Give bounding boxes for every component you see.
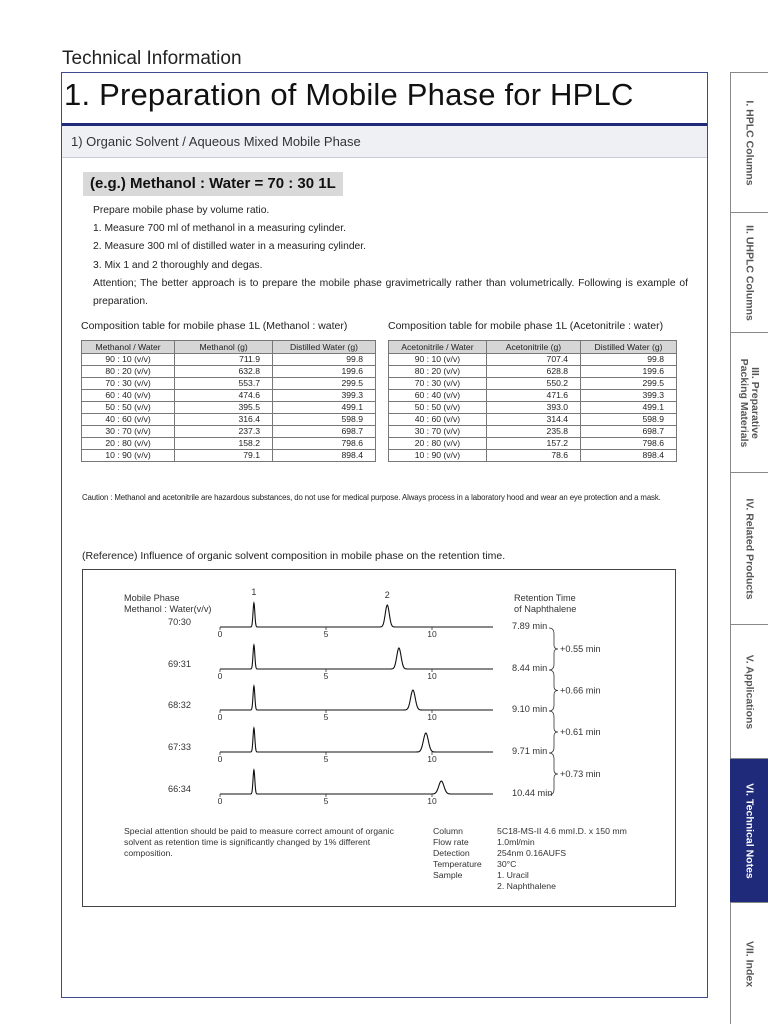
mobile-phase-sublabel: Methanol : Water(v/v) bbox=[124, 604, 212, 614]
column-header: Methanol (g) bbox=[175, 341, 273, 354]
column-header: Distilled Water (g) bbox=[581, 341, 677, 354]
table-cell: 40 : 60 (v/v) bbox=[389, 414, 487, 426]
tab-4[interactable] bbox=[730, 472, 768, 624]
acetonitrile-composition-table bbox=[388, 340, 677, 462]
retention-time-value: 9.10 min bbox=[512, 704, 548, 714]
condition-label: Column bbox=[433, 826, 463, 836]
table-row bbox=[389, 426, 677, 438]
chromatogram-trace bbox=[220, 728, 493, 752]
content-frame bbox=[61, 72, 708, 998]
retention-time-value: 8.44 min bbox=[512, 663, 548, 673]
table-cell: 90 : 10 (v/v) bbox=[389, 354, 487, 366]
table-row bbox=[389, 414, 677, 426]
table-cell: 158.2 bbox=[175, 438, 273, 450]
table-cell: 30 : 70 (v/v) bbox=[82, 426, 175, 438]
section-header: Technical Information bbox=[62, 48, 242, 69]
tab-5[interactable] bbox=[730, 624, 768, 758]
condition-value: 2. Naphthalene bbox=[497, 881, 556, 891]
table-cell: 90 : 10 (v/v) bbox=[82, 354, 175, 366]
table-row bbox=[389, 438, 677, 450]
difference-brace bbox=[549, 711, 558, 753]
difference-brace bbox=[549, 670, 558, 711]
table-cell: 40 : 60 (v/v) bbox=[82, 414, 175, 426]
tick-label: 10 bbox=[427, 629, 437, 639]
table-cell: 80 : 20 (v/v) bbox=[82, 366, 175, 378]
condition-label: Temperature bbox=[433, 859, 482, 869]
tab-label: II. UHPLC Columns bbox=[743, 224, 756, 321]
table-cell: 60 : 40 (v/v) bbox=[389, 390, 487, 402]
subtitle: 1) Organic Solvent / Aqueous Mixed Mobile Phase bbox=[71, 134, 361, 149]
table-cell: 628.8 bbox=[486, 366, 580, 378]
retention-difference: +0.55 min bbox=[560, 644, 601, 654]
table-cell: 898.4 bbox=[273, 450, 376, 462]
mobile-phase-label: Mobile Phase bbox=[124, 593, 180, 603]
peak-label-naphthalene: 2 bbox=[384, 590, 390, 600]
column-header: Distilled Water (g) bbox=[273, 341, 376, 354]
tick-label: 0 bbox=[217, 671, 223, 681]
instruction-line: 3. Mix 1 and 2 thoroughly and degas. bbox=[93, 259, 263, 271]
chromatogram-chart bbox=[82, 569, 676, 907]
tick-label: 5 bbox=[323, 796, 329, 806]
table-cell: 50 : 50 (v/v) bbox=[389, 402, 487, 414]
subtitle-bar bbox=[62, 126, 707, 158]
tick-label: 10 bbox=[427, 796, 437, 806]
column-header: Acetonitrile / Water bbox=[389, 341, 487, 354]
table-row bbox=[82, 426, 376, 438]
chapter-tabs bbox=[730, 72, 768, 1024]
tick-label: 0 bbox=[217, 712, 223, 722]
table-cell: 598.9 bbox=[581, 414, 677, 426]
table-cell: 707.4 bbox=[486, 354, 580, 366]
table-cell: 550.2 bbox=[486, 378, 580, 390]
tick-label: 5 bbox=[323, 754, 329, 764]
table-row bbox=[82, 366, 376, 378]
column-header: Acetonitrile (g) bbox=[486, 341, 580, 354]
tick-label: 0 bbox=[217, 629, 223, 639]
table-cell: 99.8 bbox=[581, 354, 677, 366]
table-cell: 393.0 bbox=[486, 402, 580, 414]
mobile-phase-ratio: 67:33 bbox=[168, 742, 191, 752]
table-cell: 399.3 bbox=[273, 390, 376, 402]
table-row bbox=[82, 414, 376, 426]
page-title: 1. Preparation of Mobile Phase for HPLC bbox=[64, 77, 634, 112]
retention-time-label: Retention Time bbox=[514, 593, 576, 603]
tick-label: 0 bbox=[217, 754, 223, 764]
table-row bbox=[389, 402, 677, 414]
tick-label: 10 bbox=[427, 712, 437, 722]
instructions bbox=[93, 202, 688, 311]
table-cell: 499.1 bbox=[581, 402, 677, 414]
table-cell: 499.1 bbox=[273, 402, 376, 414]
table-row bbox=[389, 450, 677, 462]
table-row bbox=[82, 438, 376, 450]
tick-label: 5 bbox=[323, 712, 329, 722]
table-cell: 20 : 80 (v/v) bbox=[82, 438, 175, 450]
table-row bbox=[389, 366, 677, 378]
table-row bbox=[82, 354, 376, 366]
difference-brace bbox=[549, 628, 558, 670]
table-row bbox=[389, 390, 677, 402]
table-cell: 157.2 bbox=[486, 438, 580, 450]
attention-text: Attention; The better approach is to prepare the mobile phase gravimetrically rather than volumetrically. Following is example of preparation. bbox=[93, 277, 688, 308]
table-cell: 798.6 bbox=[581, 438, 677, 450]
tick-label: 5 bbox=[323, 629, 329, 639]
instruction-line: Prepare mobile phase by volume ratio. bbox=[93, 205, 270, 216]
chromatogram-trace bbox=[220, 686, 493, 710]
table-cell: 598.9 bbox=[273, 414, 376, 426]
table-cell: 30 : 70 (v/v) bbox=[389, 426, 487, 438]
tick-label: 10 bbox=[427, 754, 437, 764]
table-cell: 299.5 bbox=[581, 378, 677, 390]
table-cell: 78.6 bbox=[486, 450, 580, 462]
table-cell: 199.6 bbox=[273, 366, 376, 378]
tab-3[interactable] bbox=[730, 332, 768, 472]
mobile-phase-ratio: 68:32 bbox=[168, 700, 191, 710]
table-cell: 237.3 bbox=[175, 426, 273, 438]
table-cell: 70 : 30 (v/v) bbox=[389, 378, 487, 390]
table-cell: 10 : 90 (v/v) bbox=[82, 450, 175, 462]
table-cell: 50 : 50 (v/v) bbox=[82, 402, 175, 414]
table-cell: 898.4 bbox=[581, 450, 677, 462]
tab-6[interactable] bbox=[730, 758, 768, 902]
retention-difference: +0.73 min bbox=[560, 769, 601, 779]
table-cell: 10 : 90 (v/v) bbox=[389, 450, 487, 462]
table-cell: 474.6 bbox=[175, 390, 273, 402]
example-heading: (e.g.) Methanol : Water = 70 : 30 1L bbox=[83, 172, 343, 196]
table-cell: 235.8 bbox=[486, 426, 580, 438]
table-cell: 632.8 bbox=[175, 366, 273, 378]
table-cell: 395.5 bbox=[175, 402, 273, 414]
condition-value: 254nm 0.16AUFS bbox=[497, 848, 567, 858]
condition-labels bbox=[433, 826, 482, 881]
condition-value: 1.0ml/min bbox=[497, 837, 535, 847]
table-row bbox=[389, 354, 677, 366]
condition-label: Sample bbox=[433, 870, 463, 880]
table-row bbox=[82, 378, 376, 390]
table-cell: 698.7 bbox=[273, 426, 376, 438]
instruction-line: 2. Measure 300 ml of distilled water in a measuring cylinder. bbox=[93, 241, 366, 253]
instruction-line: 1. Measure 700 ml of methanol in a measuring cylinder. bbox=[93, 223, 346, 235]
retention-time-value: 7.89 min bbox=[512, 621, 548, 631]
condition-value: 30°C bbox=[497, 859, 517, 869]
mobile-phase-ratio: 70:30 bbox=[168, 617, 191, 627]
acetonitrile-table-caption: Composition table for mobile phase 1L (Acetonitrile : water) bbox=[388, 320, 664, 332]
table-cell: 80 : 20 (v/v) bbox=[389, 366, 487, 378]
retention-time-value: 10.44 min bbox=[512, 788, 553, 798]
chromatogram-trace bbox=[220, 645, 493, 669]
table-cell: 20 : 80 (v/v) bbox=[389, 438, 487, 450]
chromatogram-trace bbox=[220, 770, 493, 794]
table-cell: 299.5 bbox=[273, 378, 376, 390]
table-cell: 314.4 bbox=[486, 414, 580, 426]
table-cell: 79.1 bbox=[175, 450, 273, 462]
tab-2[interactable] bbox=[730, 212, 768, 332]
table-row bbox=[82, 402, 376, 414]
table-cell: 70 : 30 (v/v) bbox=[82, 378, 175, 390]
table-cell: 711.9 bbox=[175, 354, 273, 366]
reference-title: (Reference) Influence of organic solvent composition in mobile phase on the retention time. bbox=[82, 550, 506, 562]
tab-label: VII. Index bbox=[743, 940, 756, 987]
table-cell: 471.6 bbox=[486, 390, 580, 402]
tick-label: 10 bbox=[427, 671, 437, 681]
tab-label: V. Applications bbox=[743, 654, 756, 729]
tab-label: I. HPLC Columns bbox=[743, 99, 756, 186]
condition-label: Detection bbox=[433, 848, 470, 858]
retention-difference: +0.61 min bbox=[560, 727, 601, 737]
table-cell: 199.6 bbox=[581, 366, 677, 378]
table-cell: 798.6 bbox=[273, 438, 376, 450]
retention-difference: +0.66 min bbox=[560, 685, 601, 696]
tab-label: IV. Related Products bbox=[743, 497, 756, 600]
column-header: Methanol / Water bbox=[82, 341, 175, 354]
retention-time-sublabel: of Naphthalene bbox=[514, 604, 577, 614]
table-cell: 698.7 bbox=[581, 426, 677, 438]
tab-7[interactable] bbox=[730, 902, 768, 1024]
peak-label-uracil: 1 bbox=[251, 587, 257, 597]
special-attention-note: Special attention should be paid to measure correct amount of organic solvent as retention time is significantly changed by 1% different composition. bbox=[124, 826, 394, 858]
tick-label: 0 bbox=[217, 796, 223, 806]
caution-text: Caution : Methanol and acetonitrile are hazardous substances, do not use for medical purpose. Always process in a laboratory hood and wear an eye protection and a mask. bbox=[82, 493, 661, 502]
methanol-composition-table bbox=[81, 340, 376, 462]
condition-value: 1. Uracil bbox=[497, 870, 529, 880]
condition-values bbox=[497, 826, 627, 892]
tab-label: VI. Technical Notes bbox=[743, 782, 756, 879]
condition-label: Flow rate bbox=[433, 837, 469, 847]
table-cell: 316.4 bbox=[175, 414, 273, 426]
tab-label: III. Preparative Packing Materials bbox=[738, 358, 761, 447]
table-cell: 399.3 bbox=[581, 390, 677, 402]
methanol-table-caption: Composition table for mobile phase 1L (Methanol : water) bbox=[81, 320, 348, 332]
retention-time-value: 9.71 min bbox=[512, 746, 548, 756]
mobile-phase-ratio: 66:34 bbox=[168, 784, 191, 794]
condition-value: 5C18-MS-II 4.6 mmI.D. x 150 mm bbox=[497, 826, 627, 836]
chromatogram-trace bbox=[220, 603, 493, 627]
mobile-phase-ratio: 69:31 bbox=[168, 659, 191, 669]
table-cell: 553.7 bbox=[175, 378, 273, 390]
tick-label: 5 bbox=[323, 671, 329, 681]
table-row bbox=[389, 378, 677, 390]
table-cell: 99.8 bbox=[273, 354, 376, 366]
tab-1[interactable] bbox=[730, 72, 768, 212]
table-row bbox=[82, 390, 376, 402]
table-row bbox=[82, 450, 376, 462]
table-cell: 60 : 40 (v/v) bbox=[82, 390, 175, 402]
